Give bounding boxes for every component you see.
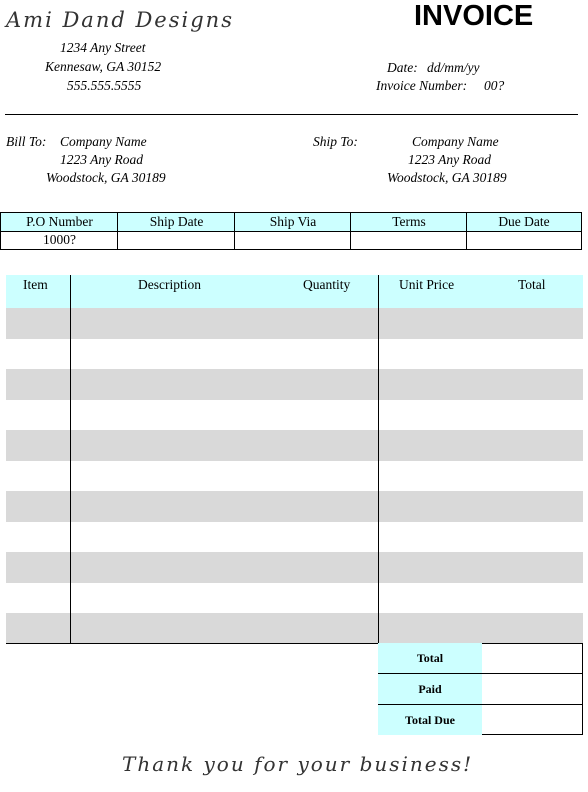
table-row[interactable]	[6, 613, 583, 644]
po-number-header: P.O Number	[26, 214, 93, 229]
table-row[interactable]	[6, 308, 583, 339]
ship-via-value[interactable]	[235, 232, 351, 249]
ship-via-header: Ship Via	[269, 214, 317, 229]
table-row[interactable]	[6, 583, 583, 614]
terms-value[interactable]	[351, 232, 467, 249]
ship-date-value[interactable]	[118, 232, 235, 249]
ship-to-company: Company Name	[412, 134, 499, 149]
table-row[interactable]	[6, 522, 583, 553]
paid-value[interactable]	[482, 674, 583, 704]
table-row[interactable]	[6, 339, 583, 370]
ship-to-city: Woodstock, GA 30189	[387, 170, 507, 185]
ship-date-header: Ship Date	[149, 214, 204, 229]
items-table	[6, 275, 583, 643]
order-info-table	[0, 212, 582, 250]
total-header: Total	[518, 277, 546, 292]
due-date-header: Due Date	[498, 214, 550, 229]
ship-to-label: Ship To:	[313, 134, 358, 149]
price-column-divider	[378, 275, 379, 643]
paid-label: Paid	[378, 674, 482, 704]
invoice-number-label: Invoice Number:	[376, 78, 468, 93]
table-row[interactable]	[6, 430, 583, 461]
unit-price-header: Unit Price	[399, 277, 455, 292]
description-header: Description	[138, 277, 201, 292]
header-divider	[5, 114, 578, 115]
invoice-number-value: 00?	[484, 78, 505, 93]
invoice-title: INVOICE	[414, 0, 534, 32]
ship-to-street: 1223 Any Road	[408, 152, 491, 167]
company-city: Kennesaw, GA 30152	[45, 59, 162, 74]
date-label: Date:	[387, 60, 418, 75]
thank-you-message: Thank you for your business!	[122, 752, 474, 776]
company-street: 1234 Any Street	[60, 40, 146, 55]
table-row[interactable]	[6, 491, 583, 522]
po-number-value[interactable]: 1000?	[43, 232, 76, 247]
date-value: dd/mm/yy	[427, 60, 480, 75]
bill-to-company: Company Name	[60, 134, 147, 149]
due-date-value[interactable]	[467, 232, 581, 249]
table-row[interactable]	[6, 400, 583, 431]
quantity-header: Quantity	[303, 277, 351, 292]
total-due-label: Total Due	[378, 705, 482, 735]
item-column-divider	[70, 275, 71, 643]
table-row[interactable]	[6, 461, 583, 492]
bill-to-street: 1223 Any Road	[60, 152, 143, 167]
bill-to-label: Bill To:	[6, 134, 47, 149]
item-header: Item	[23, 277, 48, 292]
table-row[interactable]	[6, 552, 583, 583]
total-value[interactable]	[482, 643, 583, 673]
terms-header: Terms	[392, 214, 426, 229]
table-row[interactable]	[6, 369, 583, 400]
company-phone: 555.555.5555	[67, 78, 142, 93]
total-label: Total	[378, 643, 482, 673]
items-header-row	[6, 275, 583, 308]
bill-to-city: Woodstock, GA 30189	[46, 170, 166, 185]
company-logo-text: Ami Dand Designs	[6, 8, 234, 32]
total-due-value[interactable]	[482, 705, 583, 735]
